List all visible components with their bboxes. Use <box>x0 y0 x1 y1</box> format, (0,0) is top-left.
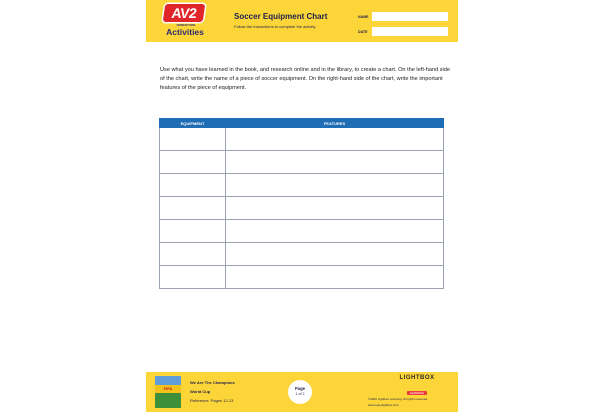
equipment-chart <box>159 118 444 289</box>
brand-name: LIGHTBOX <box>399 375 435 381</box>
date-field[interactable] <box>372 27 448 36</box>
footer-banner <box>146 372 458 412</box>
book-title: We Are The Champions <box>190 380 235 385</box>
page-label: Page <box>294 386 305 391</box>
equipment-cell[interactable] <box>160 243 226 266</box>
page-number: 1 of 2 <box>295 392 305 396</box>
name-field[interactable] <box>372 12 448 21</box>
cover-title: FIFA <box>155 385 181 393</box>
av2-logo <box>156 4 214 38</box>
table-row <box>160 220 444 243</box>
copyright-text: ©2020 Lightbox Learning. All rights reserved. <box>368 397 428 401</box>
logo-subtext: NONFICTION <box>176 23 196 27</box>
date-label: DATE <box>358 30 368 34</box>
cover-sky <box>155 376 181 385</box>
book-cover-image <box>155 376 181 408</box>
features-cell[interactable] <box>226 220 444 243</box>
instructions-text: Use what you have learned in the book, and research online and in the library, to create a chart. On the left-hand side of the chart, write the name of a piece of soccer equipment. On the right-hand side of the chart, write the important features of the piece of equipment. <box>160 67 451 91</box>
features-cell[interactable] <box>226 243 444 266</box>
table-row <box>160 174 444 197</box>
features-cell[interactable] <box>226 151 444 174</box>
logo-mark: AV2 <box>163 4 206 22</box>
equipment-cell[interactable] <box>160 151 226 174</box>
book-subtitle: World Cup <box>190 389 211 394</box>
features-cell[interactable] <box>226 128 444 151</box>
logo-activities-label: Activities <box>166 27 204 37</box>
lightbox-logo <box>382 375 452 399</box>
equipment-cell[interactable] <box>160 128 226 151</box>
name-label: NAME <box>358 15 369 19</box>
features-column-header: FEATURES <box>226 119 444 128</box>
equipment-cell[interactable] <box>160 220 226 243</box>
book-reference: Reference: Pages 12-13 <box>190 398 234 403</box>
table-row <box>160 151 444 174</box>
features-cell[interactable] <box>226 266 444 289</box>
table-row <box>160 197 444 220</box>
page-title: Soccer Equipment Chart <box>234 12 328 21</box>
header-banner <box>146 0 458 42</box>
equipment-cell[interactable] <box>160 174 226 197</box>
equipment-column-header: EQUIPMENT <box>160 119 226 128</box>
worksheet-page <box>146 0 458 412</box>
features-cell[interactable] <box>226 174 444 197</box>
equipment-cell[interactable] <box>160 197 226 220</box>
table-row <box>160 243 444 266</box>
features-cell[interactable] <box>226 197 444 220</box>
table-row <box>160 266 444 289</box>
brand-tag: LEARNING <box>407 391 427 395</box>
page-badge <box>288 380 312 404</box>
equipment-cell[interactable] <box>160 266 226 289</box>
website-link[interactable]: www.openlightbox.com <box>368 403 399 407</box>
page-subtitle: Follow the instructions to complete the activity. <box>234 24 317 29</box>
table-row <box>160 128 444 151</box>
